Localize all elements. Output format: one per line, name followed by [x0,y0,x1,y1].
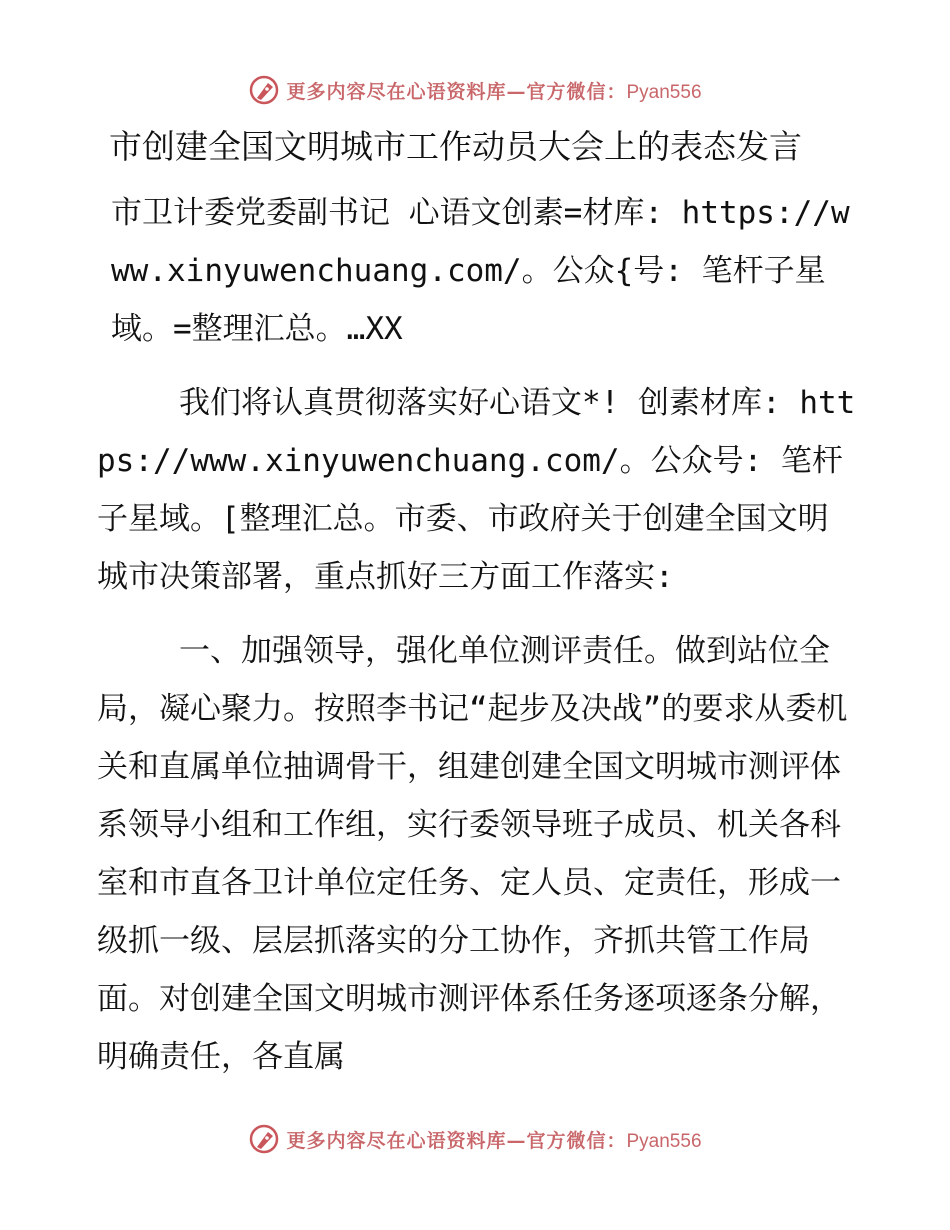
pen-nib-logo-icon [248,74,280,106]
banner-text [286,77,701,104]
paragraph-1: 我们将认真贯彻落实好心语文*! 创素材库: https://www.xinyuwenchuang.com/。公众号: 笔杆子星域。[整理汇总。市委、市政府关于创建全国文明城市决策部署，重点抓好三方面工作落实: [97,385,856,595]
banner-wechat-handle: Pyan556 [626,81,702,103]
document-title: 市创建全国文明城市工作动员大会上的表态发言 [109,127,802,166]
footer-watermark-banner [0,1119,950,1159]
author-byline: 市卫计委党委副书记 心语文创素=材库: https://www.xinyuwenchuang.com/。公众{号: 笔杆子星域。=整理汇总。…XX [111,195,850,347]
header-watermark-banner [0,70,950,110]
pen-nib-logo-icon [248,1123,280,1155]
banner-text [286,1126,701,1153]
banner-message: 更多内容尽在心语资料库—官方微信： [286,80,627,103]
banner-message: 更多内容尽在心语资料库—官方微信： [286,1129,627,1152]
paragraph-2: 一、加强领导，强化单位测评责任。做到站位全局，凝心聚力。按照李书记“起步及决战”的要求从委机关和直属单位抽调骨干，组建创建全国文明城市测评体系领导小组和工作组，实行委领导班子成员、机关各科室和市直各卫计单位定任务、定人员、定责任，形成一级抓一级、层层抓落实的分工协作，齐抓共管工作局面。对创建全国文明城市测评体系任务逐项逐条分解，明确责任，各直属 [97,633,848,1075]
banner-wechat-handle: Pyan556 [626,1130,702,1152]
document-body [97,118,857,1102]
